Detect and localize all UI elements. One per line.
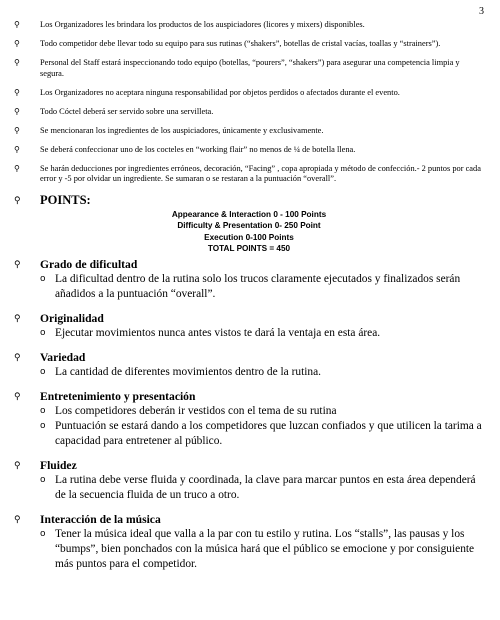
section-item bbox=[14, 272, 484, 302]
bullet-icon: ⚲ bbox=[14, 313, 21, 324]
rule-text: Todo competidor debe llevar todo su equipo para sus rutinas (“shakers”, botellas de cristal vacías, toallas y “strainers”). bbox=[40, 39, 441, 48]
section-title: Entretenimiento y presentación bbox=[40, 390, 196, 404]
criteria-section bbox=[14, 513, 484, 572]
rule-item bbox=[14, 164, 484, 185]
bullet-icon: ⚲ bbox=[14, 39, 20, 48]
section-heading bbox=[14, 390, 484, 404]
circle-bullet-icon: o bbox=[40, 405, 46, 416]
bullet-icon: ⚲ bbox=[14, 391, 21, 402]
rule-item bbox=[14, 58, 484, 79]
bullet-icon: ⚲ bbox=[14, 87, 20, 97]
circle-bullet-icon: o bbox=[40, 474, 46, 485]
section-item-text: La cantidad de diferentes movimientos dentro de la rutina. bbox=[55, 365, 322, 378]
section-title: Interacción de la música bbox=[40, 513, 161, 527]
document-body bbox=[14, 20, 484, 582]
rule-text: Se mencionaran los ingredientes de los auspiciadores, únicamente y exclusivamente. bbox=[40, 125, 324, 135]
bullet-icon: ⚲ bbox=[14, 352, 21, 363]
criteria-section bbox=[14, 459, 484, 503]
points-title: POINTS: bbox=[40, 193, 91, 207]
circle-bullet-icon: o bbox=[40, 420, 46, 431]
circle-bullet-icon: o bbox=[40, 327, 46, 338]
section-item-text: La dificultad dentro de la rutina solo los trucos claramente ejecutados y finalizados serán añadidos a la puntuación “overall”. bbox=[55, 272, 461, 300]
circle-bullet-icon: o bbox=[40, 528, 46, 539]
rule-text: Los Organizadores no aceptara ninguna responsabilidad por objetos perdidos o afectados durante el evento. bbox=[40, 87, 400, 97]
rule-item bbox=[14, 39, 484, 50]
section-item-text: Puntuación se estará dando a los competidores que luzcan confiados y que utilicen la tarima a capacidad para entretener al público. bbox=[55, 419, 482, 447]
bullet-icon: ⚲ bbox=[14, 195, 21, 205]
rule-item bbox=[14, 107, 484, 118]
page-number: 3 bbox=[479, 6, 484, 17]
criteria-section bbox=[14, 258, 484, 302]
rules-list bbox=[14, 20, 484, 185]
section-heading bbox=[14, 459, 484, 473]
section-item bbox=[14, 527, 484, 572]
bullet-icon: ⚲ bbox=[14, 259, 21, 270]
rule-text: Los Organizadores les brindara los productos de los auspiciadores (licores y mixers) disponibles. bbox=[40, 20, 365, 29]
section-item bbox=[14, 326, 484, 341]
bullet-icon: ⚲ bbox=[14, 514, 21, 525]
rule-text: Se deberá confeccionar uno de los cocteles en “working flair” no menos de ¼ de botella llena. bbox=[40, 144, 356, 154]
points-line: Execution 0-100 Points bbox=[204, 232, 294, 242]
bullet-icon: ⚲ bbox=[14, 144, 20, 154]
criteria-section bbox=[14, 312, 484, 341]
bullet-icon: ⚲ bbox=[14, 106, 20, 116]
points-table bbox=[14, 209, 484, 254]
circle-bullet-icon: o bbox=[40, 366, 46, 377]
section-title: Fluidez bbox=[40, 459, 77, 473]
section-heading bbox=[14, 312, 484, 326]
points-heading bbox=[14, 193, 484, 207]
section-item-text: Ejecutar movimientos nunca antes vistos te dará la ventaja en esta área. bbox=[55, 326, 381, 339]
section-heading bbox=[14, 258, 484, 272]
rule-text: Se harán deducciones por ingredientes erróneos, decoración, “Facing” , copa apropiada y método de confección.- 2 puntos por cada error y -5 por olvidar un ingrediente. Se sumaran o se restaran a la puntuación “overall”. bbox=[40, 163, 481, 183]
rule-item bbox=[14, 20, 484, 31]
section-title: Variedad bbox=[40, 351, 86, 365]
section-item-text: La rutina debe verse fluida y coordinada, la clave para marcar puntos en esta área dependerá de la secuencia fluida de un truco a otro. bbox=[55, 473, 476, 501]
section-heading bbox=[14, 513, 484, 527]
bullet-icon: ⚲ bbox=[14, 20, 20, 29]
points-total: TOTAL POINTS = 450 bbox=[207, 243, 291, 253]
section-item-text: Tener la música ideal que valla a la par con tu estilo y rutina. Los “stalls”, las pausas y los “bumps”, bien ponchados con la música hará que el público se emocione y por consiguiente más puntos para el competidor. bbox=[55, 527, 475, 570]
section-item-text: Los competidores deberán ir vestidos con el tema de su rutina bbox=[55, 404, 337, 417]
points-line: Appearance & Interaction 0 - 100 Points bbox=[171, 210, 327, 219]
rule-item bbox=[14, 88, 484, 99]
rule-item bbox=[14, 126, 484, 137]
rule-item bbox=[14, 145, 484, 156]
section-item bbox=[14, 419, 484, 449]
section-heading bbox=[14, 351, 484, 365]
bullet-icon: ⚲ bbox=[14, 58, 20, 67]
criteria-section bbox=[14, 390, 484, 449]
bullet-icon: ⚲ bbox=[14, 460, 21, 471]
section-item bbox=[14, 473, 484, 503]
bullet-icon: ⚲ bbox=[14, 163, 20, 173]
bullet-icon: ⚲ bbox=[14, 125, 20, 135]
rule-text: Todo Cóctel deberá ser servido sobre una servilleta. bbox=[40, 106, 214, 116]
section-item bbox=[14, 365, 484, 380]
section-item bbox=[14, 404, 484, 419]
rule-text: Personal del Staff estará inspeccionando todo equipo (botellas, “pourers”, “shakers”) para asegurar una competencia limpia y segura. bbox=[40, 58, 460, 78]
section-title: Grado de dificultad bbox=[40, 258, 138, 272]
section-title: Originalidad bbox=[40, 312, 104, 326]
criteria-section bbox=[14, 351, 484, 380]
criteria-sections bbox=[14, 258, 484, 572]
points-line: Difficulty & Presentation 0- 250 Point bbox=[177, 221, 321, 231]
circle-bullet-icon: o bbox=[40, 273, 46, 284]
